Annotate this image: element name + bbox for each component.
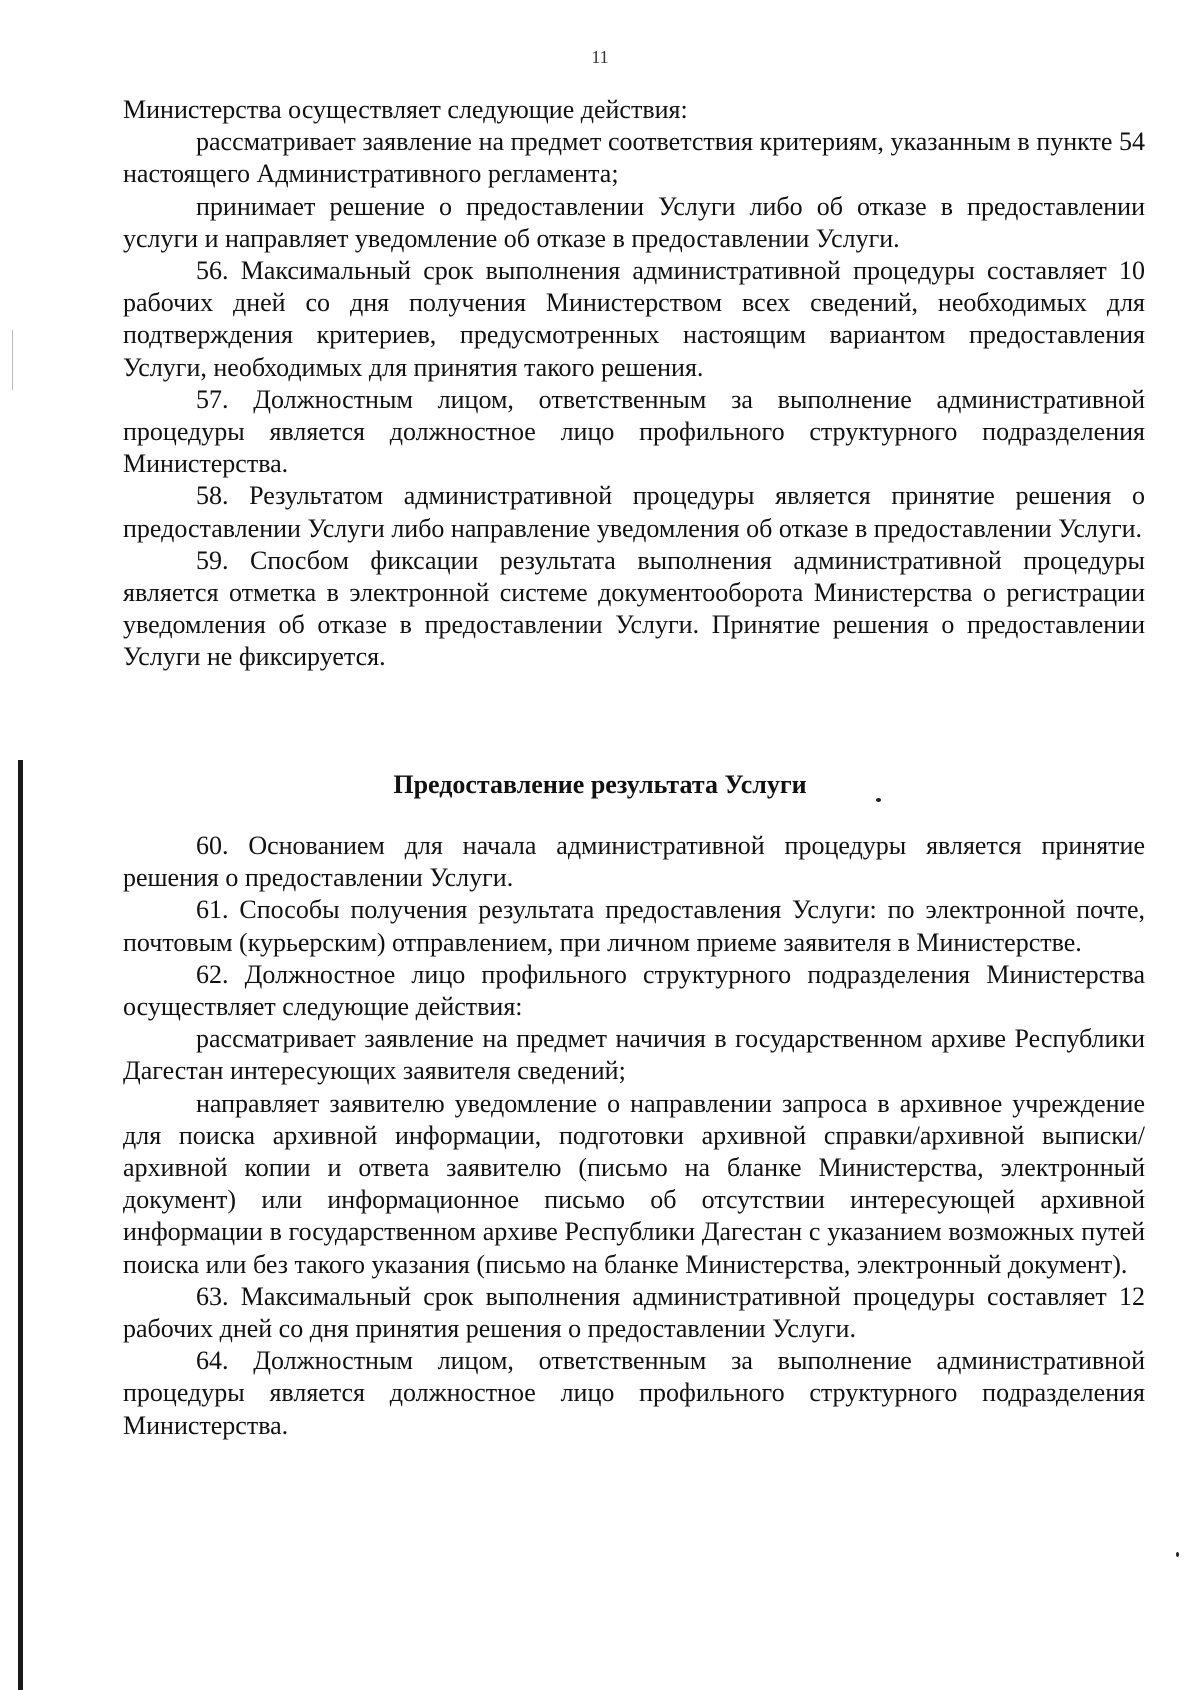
top-text-block [123, 94, 1145, 674]
paragraph-59: 59. Спосбом фиксации результата выполнения административной процедуры является отметка в электронной системе документооборота Министерства о регистрации уведомления об отказе в предоставлении Услуги. Принятие решения о предоставлении Услуги не фиксируется. [123, 545, 1145, 672]
paragraph: направляет заявителю уведомление о направлении запроса в архивное учреждение для поиска архивной информации, подготовки архивной справки/архивной выписки/архивной копии и ответа заявителю (письмо на бланке Министерства, электронный документ) или информационное письмо об отсутствии интересующей архивной информации в государственном архиве Республики Дагестан с указанием возможных путей поиска или без такого указания (письмо на бланке Министерства, электронный документ). [123, 1088, 1145, 1279]
scan-artifact-line [12, 330, 13, 390]
paragraph-continuation: Министерства осуществляет следующие действия: [123, 95, 688, 124]
paragraph-62: 62. Должностное лицо профильного структурного подразделения Министерства осуществляет следующие действия: [123, 959, 1145, 1022]
paragraph-56: 56. Максимальный срок выполнения административной процедуры составляет 10 рабочих дней со дня получения Министерством всех сведений, необходимых для подтверждения критериев, предусмотренных настоящим вариантом предоставления Услуги, необходимых для принятия такого решения. [123, 256, 1145, 382]
scan-speck [876, 798, 881, 802]
paragraph: рассматривает заявление на предмет начичия в государственном архиве Республики Дагестан интересующих заявителя сведений; [123, 1024, 1145, 1086]
paragraph-60: 60. Основанием для начала административной процедуры является принятие решения о предоставлении Услуги. [123, 831, 1145, 893]
bottom-text-block [123, 830, 1145, 1442]
paragraph: рассматривает заявление на предмет соответствия критериям, указанным в пункте 54 настоящего Административного регламента; [123, 127, 1145, 189]
scan-margin-bar [18, 760, 23, 1690]
paragraph-63: 63. Максимальный срок выполнения административной процедуры составляет 12 рабочих дней со дня принятия решения о предоставлении Услуги. [123, 1281, 1145, 1344]
page-number: 11 [591, 47, 609, 67]
paragraph-61: 61. Способы получения результата предоставления Услуги: по электронной почте, почтовым (курьерским) отправлением, при личном приеме заявителя в Министерстве. [123, 895, 1145, 957]
paragraph-58: 58. Результатом административной процедуры является принятие решения о предоставлении Услуги либо направление уведомления об отказе в предоставлении Услуги. [123, 481, 1145, 543]
section-heading: Предоставление результата Услуги [393, 770, 807, 799]
paragraph: принимает решение о предоставлении Услуги либо об отказе в предоставлении услуги и направляет уведомление об отказе в предоставлении Услуги. [123, 191, 1145, 253]
paragraph-57: 57. Должностным лицом, ответственным за выполнение административной процедуры является должностное лицо профильного структурного подразделения Министерства. [123, 384, 1145, 479]
scan-speck [1176, 1552, 1179, 1557]
paragraph-64: 64. Должностным лицом, ответственным за выполнение административной процедуры является должностное лицо профильного структурного подразделения Министерства. [123, 1346, 1145, 1440]
